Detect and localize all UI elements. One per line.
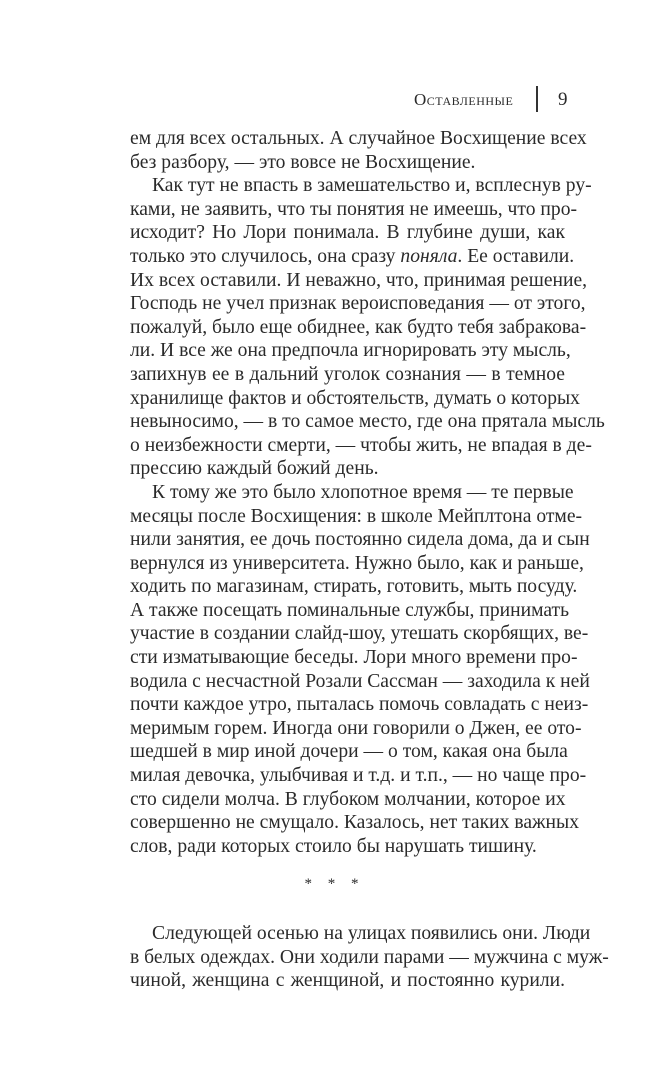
text-line: вернулся из университета. Нужно было, как и раньше, bbox=[130, 552, 584, 574]
text-line: в белых одеждах. Они ходили парами — мужчина с муж- bbox=[130, 946, 609, 968]
text-line: без разбору, — это вовсе не Восхищение. bbox=[130, 151, 476, 173]
paragraph bbox=[130, 127, 587, 174]
text-line: сти изматывающие беседы. Лори много времени про- bbox=[130, 647, 578, 669]
text-line: Как тут не впасть в замешательство и, всплеснув ру- bbox=[152, 175, 592, 197]
running-header bbox=[400, 86, 570, 116]
text-line: милая девочка, улыбчивая и т.д. и т.п., — но чаще про- bbox=[130, 765, 587, 787]
running-title: Оставленные bbox=[414, 90, 514, 109]
body-text bbox=[130, 127, 605, 858]
text-segment: только это случилось, она сразу bbox=[130, 245, 401, 267]
text-line: Следующей осенью на улицах появились они. Люди bbox=[152, 923, 591, 944]
text-line: исходит? Но Лори понимала. В глубине души, как bbox=[130, 222, 565, 244]
text-line: сто сидели молча. В глубоком молчании, которое их bbox=[130, 788, 566, 810]
text-line: шедшей в мир иной дочери — о том, какая она была bbox=[130, 741, 568, 763]
text-segment: . Ее оставили. bbox=[457, 245, 575, 267]
text-line: ли. И все же она предпочла игнорировать эту мысль, bbox=[130, 340, 571, 362]
text-line: запихнув ее в дальний уголок сознания — в темное bbox=[130, 363, 565, 385]
text-line: почти каждое утро, пыталась помочь совладать с неиз- bbox=[130, 694, 589, 716]
text-line: хранилище фактов и обстоятельств, думать о которых bbox=[130, 387, 580, 409]
page-number: 9 bbox=[558, 89, 568, 110]
text-line bbox=[130, 245, 575, 269]
text-line: меримым горем. Иногда они говорили о Джен, ее ото- bbox=[130, 717, 582, 739]
text-line: участие в создании слайд-шоу, утешать скорбящих, ве- bbox=[130, 623, 589, 645]
text-line: невыносимо, — в то самое место, где она прятала мысль bbox=[130, 411, 605, 433]
text-line: слов, ради которых стоило бы нарушать тишину. bbox=[130, 835, 537, 857]
text-line: ками, не заявить, что ты понятия не имеешь, что про- bbox=[130, 198, 578, 220]
paragraph bbox=[130, 174, 605, 481]
text-line: А также посещать поминальные службы, принимать bbox=[130, 599, 570, 621]
text-line: К тому же это было хлопотное время — те первые bbox=[152, 481, 574, 503]
text-line: ем для всех остальных. А случайное Восхищение всех bbox=[130, 128, 587, 149]
header-divider bbox=[536, 86, 538, 112]
text-line: о неизбежности смерти, — чтобы жить, не впадая в де- bbox=[130, 434, 592, 456]
text-line: месяцы после Восхищения: в школе Мейплтона отме- bbox=[130, 505, 583, 527]
emphasis: поняла bbox=[400, 245, 458, 267]
text-line: нили занятия, ее дочь постоянно сидела дома, да и сын bbox=[130, 529, 590, 551]
text-line: совершенно не смущало. Казалось, нет таких важных bbox=[130, 812, 580, 834]
text-line: водила с несчастной Розали Сассман — заходила к ней bbox=[130, 670, 590, 692]
section-separator: * * * bbox=[304, 876, 365, 892]
text-line: Господь не учел признак вероисповедания — от этого, bbox=[130, 293, 586, 315]
paragraph bbox=[130, 481, 590, 859]
text-line: пожалуй, было еще обиднее, как будто тебя забракова- bbox=[130, 316, 587, 338]
text-line: чиной, женщина с женщиной, и постоянно курили. bbox=[130, 970, 565, 992]
text-line: ходить по магазинам, стирать, готовить, мыть посуду. bbox=[130, 576, 578, 598]
text-line: Их всех оставили. И неважно, что, принимая решение, bbox=[130, 269, 588, 291]
text-line: прессию каждый божий день. bbox=[130, 458, 379, 480]
body-text-continued bbox=[130, 922, 609, 993]
paragraph bbox=[130, 922, 609, 993]
